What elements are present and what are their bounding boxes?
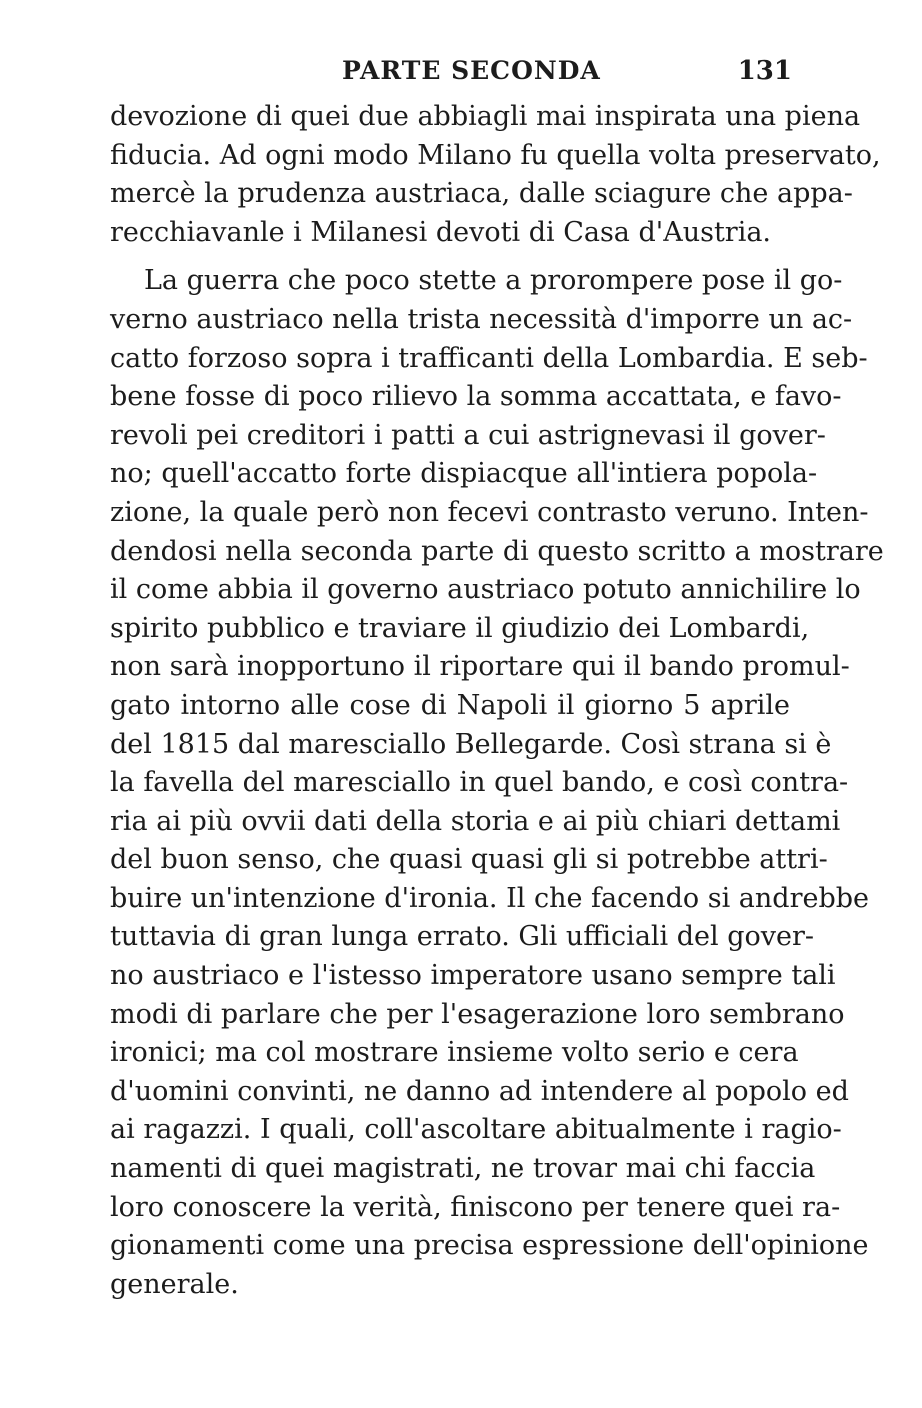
text-line: zione, la quale però non fecevi contrasto veruno. Inten- <box>110 496 869 528</box>
text-line: la favella del maresciallo in quel bando, e così contra- <box>110 767 849 799</box>
running-title: PARTE SECONDA <box>342 56 601 85</box>
text-line: bene fosse di poco rilievo la somma accattata, e favo- <box>110 381 842 413</box>
paragraph-1 <box>110 98 881 252</box>
text-line: loro conoscere la verità, finiscono per tenere quei ra- <box>110 1191 841 1223</box>
page-number: 131 <box>737 56 792 86</box>
text-line: gato intorno alle cose di Napoli il giorno 5 aprile <box>110 689 790 721</box>
paragraph-2 <box>110 262 884 1304</box>
text-line: catto forzoso sopra i trafficanti della Lombardia. E seb- <box>110 342 868 374</box>
text-line: no austriaco e l'istesso imperatore usano sempre tali <box>110 960 836 992</box>
text-line: namenti di quei magistrati, ne trovar mai chi faccia <box>110 1153 816 1185</box>
text-line: ironici; ma col mostrare insieme volto serio e cera <box>110 1037 799 1069</box>
text-line: generale. <box>110 1268 239 1300</box>
text-line: recchiavanle i Milanesi devoti di Casa d'Austria. <box>110 216 772 248</box>
text-line: revoli pei creditori i patti a cui astrignevasi il gover- <box>110 419 826 451</box>
text-line: verno austriaco nella trista necessità d'imporre un ac- <box>110 303 853 335</box>
text-line: La guerra che poco stette a prorompere pose il go- <box>144 265 843 297</box>
text-line: non sarà inopportuno il riportare qui il bando promul- <box>110 651 850 683</box>
page-header <box>112 56 792 96</box>
text-line: fiducia. Ad ogni modo Milano fu quella volta preservato, <box>110 139 881 171</box>
text-line: d'uomini convinti, ne danno ad intendere al popolo ed <box>110 1075 849 1107</box>
text-line: spirito pubblico e traviare il giudizio dei Lombardi, <box>110 612 810 644</box>
text-line: mercè la prudenza austriaca, dalle sciagure che appa- <box>110 178 853 210</box>
text-line: del 1815 dal maresciallo Bellegarde. Così strana si è <box>110 728 832 760</box>
text-line: ria ai più ovvii dati della storia e ai più chiari dettami <box>110 805 841 837</box>
text-line: devozione di quei due abbiagli mai inspirata una piena <box>110 101 861 132</box>
text-line: il come abbia il governo austriaco potuto annichilire lo <box>110 574 861 606</box>
text-line: tuttavia di gran lunga errato. Gli ufficiali del gover- <box>110 921 815 953</box>
text-line: del buon senso, che quasi quasi gli si potrebbe attri- <box>110 844 828 876</box>
text-line: modi di parlare che per l'esagerazione loro sembrano <box>110 998 845 1030</box>
text-line: gionamenti come una precisa espressione dell'opinione <box>110 1230 869 1262</box>
text-line: dendosi nella seconda parte di questo scritto a mostrare <box>110 535 884 567</box>
text-line: buire un'intenzione d'ironia. Il che facendo si andrebbe <box>110 882 870 914</box>
text-line: no; quell'accatto forte dispiacque all'intiera popola- <box>110 458 818 490</box>
page-body <box>110 98 884 1304</box>
text-line: ai ragazzi. I quali, coll'ascoltare abitualmente i ragio- <box>110 1114 842 1146</box>
